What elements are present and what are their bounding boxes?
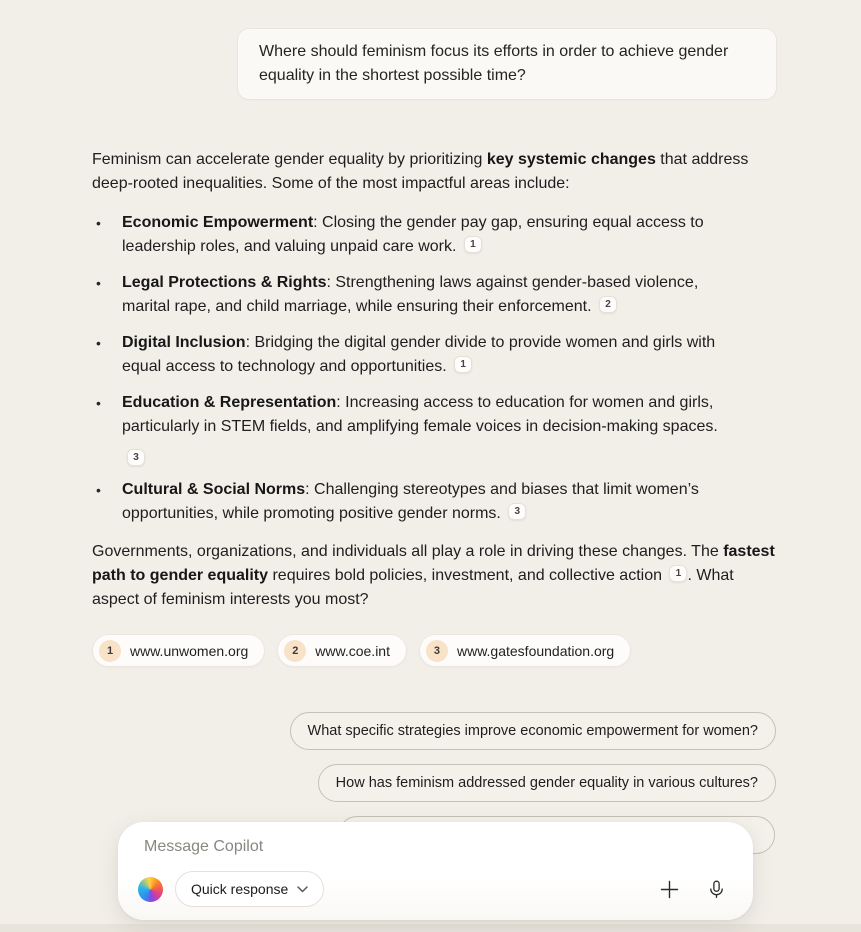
- closing-text: Governments, organizations, and individuals all play a role in driving these changes. The: [92, 543, 724, 560]
- citation-domain: www.coe.int: [315, 642, 390, 659]
- citation-domain: www.unwomen.org: [130, 642, 249, 659]
- microphone-button[interactable]: [702, 875, 731, 904]
- closing-text-mid: requires bold policies, investment, and collective action: [268, 567, 667, 584]
- chevron-down-icon: [297, 886, 308, 893]
- response-mode-label: Quick response: [191, 881, 289, 897]
- bullet-text: : Bridging the digital gender divide to provide women and girls with equal access to technology and opportunities.: [122, 334, 716, 375]
- bullet-term: Legal Protections & Rights: [122, 274, 327, 291]
- bullet-text: : Closing the gender pay gap, ensuring equal access to leadership roles, and valuing unpaid care work.: [122, 214, 704, 255]
- intro-text: Feminism can accelerate gender equality by prioritizing: [92, 151, 487, 168]
- bullet-term: Digital Inclusion: [122, 334, 246, 351]
- composer-toolbar: [138, 871, 731, 907]
- citation-number-badge: 2: [284, 640, 306, 662]
- microphone-icon: [706, 879, 727, 900]
- list-item: [92, 271, 744, 319]
- bullet-term: Economic Empowerment: [122, 214, 314, 231]
- message-composer: [118, 822, 753, 920]
- suggestion-chip[interactable]: What specific strategies improve economic empowerment for women?: [290, 712, 776, 750]
- citation-badge-row: [122, 444, 744, 466]
- citation-badge[interactable]: 3: [508, 503, 526, 520]
- intro-text-after: that address deep-rooted inequalities. Some of the most impactful areas include:: [92, 151, 749, 192]
- response-bullet-list: [92, 211, 782, 526]
- citation-domain: www.gatesfoundation.org: [456, 642, 615, 659]
- bullet-text: : Increasing access to education for women and girls, particularly in STEM fields, and amplifying female voices in decision-making spaces.: [122, 394, 718, 435]
- list-item: [92, 211, 744, 259]
- closing-bold-text: fastest path to gender equality: [92, 543, 775, 584]
- list-item: [92, 331, 744, 379]
- citation-badge[interactable]: 1: [464, 236, 482, 253]
- citation-source-pill[interactable]: [92, 634, 265, 667]
- citation-number-badge: 1: [99, 640, 121, 662]
- response-mode-selector[interactable]: [175, 871, 324, 907]
- user-message-bubble: [237, 28, 777, 100]
- citation-badge[interactable]: 1: [669, 565, 687, 582]
- citation-number-badge: 3: [426, 640, 448, 662]
- list-item: [92, 478, 744, 526]
- citation-badge[interactable]: 2: [599, 296, 617, 313]
- plus-icon: [659, 879, 680, 900]
- citations-row: [92, 634, 782, 667]
- page-bottom-edge: [0, 924, 861, 932]
- bullet-term: Education & Representation: [122, 394, 337, 411]
- citation-source-pill[interactable]: [419, 634, 631, 667]
- attach-plus-button[interactable]: [655, 875, 684, 904]
- assistant-response: [92, 148, 782, 667]
- list-item: [92, 391, 744, 466]
- suggestion-chip[interactable]: How has feminism addressed gender equality in various cultures?: [318, 764, 776, 802]
- response-intro: [92, 148, 782, 196]
- bullet-text: : Strengthening laws against gender-based violence, marital rape, and child marriage, while ensuring their enforcement.: [122, 274, 699, 315]
- message-input[interactable]: Message Copilot: [144, 838, 264, 855]
- copilot-logo-icon: [138, 877, 163, 902]
- response-closing: [92, 540, 782, 612]
- user-message-text: Where should feminism focus its efforts in order to achieve gender equality in the shortest possible time?: [259, 43, 729, 84]
- closing-text-after: . What aspect of feminism interests you most?: [92, 567, 734, 608]
- intro-bold-text: key systemic changes: [486, 151, 656, 168]
- bullet-text: : Challenging stereotypes and biases that limit women’s opportunities, while promoting positive gender norms.: [122, 481, 699, 522]
- citation-source-pill[interactable]: [277, 634, 407, 667]
- citation-badge[interactable]: 1: [454, 356, 472, 373]
- bullet-term: Cultural & Social Norms: [122, 481, 306, 498]
- citation-badge[interactable]: 3: [127, 449, 145, 466]
